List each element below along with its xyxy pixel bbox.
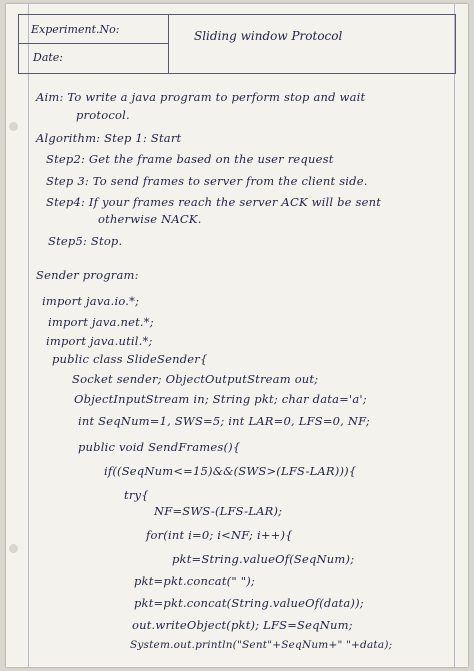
- aim-line: Aim: To write a java program to perform stop and wait: [36, 90, 366, 104]
- code-line: pkt=String.valueOf(SeqNum);: [172, 552, 355, 566]
- code-line: try{: [124, 488, 149, 502]
- code-line: import java.util.*;: [46, 334, 153, 348]
- header-divider: [19, 43, 168, 44]
- page-header-box: [18, 14, 456, 74]
- algorithm-step: Step 3: To send frames to server from the client side.: [46, 174, 368, 188]
- algorithm-step: Step5: Stop.: [48, 234, 123, 248]
- code-line: NF=SWS-(LFS-LAR);: [154, 504, 283, 518]
- date-label: Date:: [33, 51, 64, 64]
- punch-hole: [9, 122, 18, 131]
- code-line: public void SendFrames(){: [78, 440, 241, 454]
- code-line: for(int i=0; i<NF; i++){: [146, 528, 293, 542]
- algorithm-step: otherwise NACK.: [98, 212, 202, 226]
- code-line: int SeqNum=1, SWS=5; int LAR=0, LFS=0, NF;: [78, 414, 370, 428]
- margin-line-right: [454, 4, 455, 667]
- code-line: public class SlideSender{: [52, 352, 208, 366]
- aim-line: protocol.: [76, 108, 130, 122]
- code-line: import java.io.*;: [42, 294, 140, 308]
- notebook-page: [6, 4, 468, 667]
- code-line: import java.net.*;: [48, 315, 154, 329]
- margin-line-left: [28, 4, 29, 667]
- code-line: Socket sender; ObjectOutputStream out;: [72, 372, 319, 386]
- code-line: pkt=pkt.concat(" ");: [134, 574, 255, 588]
- code-line: ObjectInputStream in; String pkt; char data='a';: [74, 392, 367, 406]
- code-line: out.writeObject(pkt); LFS=SeqNum;: [132, 618, 353, 632]
- algorithm-step: Algorithm: Step 1: Start: [36, 131, 182, 145]
- code-line: System.out.println("Sent"+SeqNum+" "+data);: [130, 639, 393, 651]
- page-title: Sliding window Protocol: [194, 29, 343, 43]
- code-line: if((SeqNum<=15)&&(SWS>(LFS-LAR))){: [104, 464, 357, 478]
- punch-hole: [9, 544, 18, 553]
- code-line: Sender program:: [36, 268, 139, 282]
- experiment-no-label: Experiment.No:: [31, 23, 120, 36]
- algorithm-step: Step4: If your frames reach the server ACK will be sent: [46, 195, 382, 209]
- algorithm-step: Step2: Get the frame based on the user request: [46, 152, 334, 166]
- code-line: pkt=pkt.concat(String.valueOf(data));: [134, 596, 364, 610]
- header-divider: [168, 15, 169, 73]
